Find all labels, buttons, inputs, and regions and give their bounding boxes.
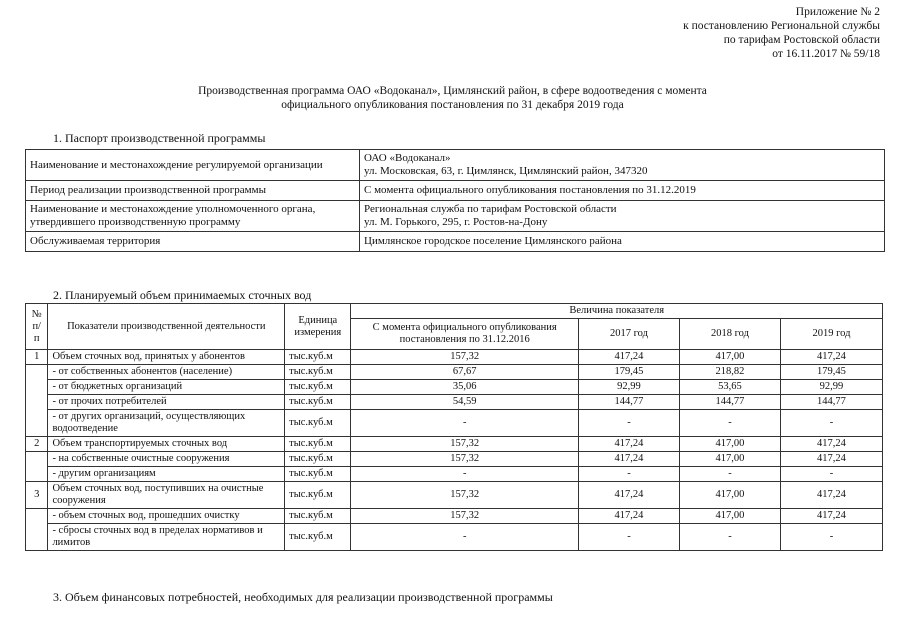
row-value-2018: - xyxy=(679,467,780,482)
row-indicator: - объем сточных вод, прошедших очистку xyxy=(48,509,285,524)
row-value-period0: 54,59 xyxy=(351,395,579,410)
row-value-period0: 157,32 xyxy=(351,350,579,365)
row-value-period0: 157,32 xyxy=(351,437,579,452)
row-unit: тыс.куб.м xyxy=(285,509,351,524)
row-value-2019: 417,24 xyxy=(780,452,882,467)
passport-table xyxy=(25,149,885,252)
row-value-2018: 218,82 xyxy=(679,365,780,380)
passport-value-line: ул. М. Горького, 295, г. Ростов-на-Дону xyxy=(364,216,548,228)
passport-label: Период реализации производственной программы xyxy=(26,181,360,201)
row-value-2019: - xyxy=(780,410,882,437)
title-line-2: официального опубликования постановления по 31 декабря 2019 года xyxy=(281,99,624,111)
passport-row xyxy=(26,201,885,232)
row-value-period0: 157,32 xyxy=(351,452,579,467)
row-indicator: - от собственных абонентов (население) xyxy=(48,365,285,380)
row-value-2018: 417,00 xyxy=(679,452,780,467)
table-row xyxy=(26,350,883,365)
header-period0: С момента официального опубликования постановления по 31.12.2016 xyxy=(351,319,579,350)
header-2017: 2017 год xyxy=(578,319,679,350)
table-row xyxy=(26,524,883,551)
appendix-line: от 16.11.2017 № 59/18 xyxy=(772,48,880,60)
row-number: 1 xyxy=(26,350,48,365)
row-value-2018: - xyxy=(679,524,780,551)
table-row xyxy=(26,365,883,380)
volume-table xyxy=(25,303,883,551)
row-value-2018: 144,77 xyxy=(679,395,780,410)
row-value-2017: 417,24 xyxy=(578,437,679,452)
row-value-2018: 417,00 xyxy=(679,482,780,509)
row-number-empty xyxy=(26,452,48,482)
row-indicator: - сбросы сточных вод в пределах нормативов и лимитов xyxy=(48,524,285,551)
row-value-period0: 157,32 xyxy=(351,482,579,509)
title-line-1: Производственная программа ОАО «Водоканал», Цимлянский район, в сфере водоотведения с момента xyxy=(198,85,707,97)
row-number: 3 xyxy=(26,482,48,509)
row-value-2018: - xyxy=(679,410,780,437)
row-value-2017: 92,99 xyxy=(578,380,679,395)
row-indicator: - другим организациям xyxy=(48,467,285,482)
row-value-2018: 417,00 xyxy=(679,509,780,524)
row-value-2019: 417,24 xyxy=(780,482,882,509)
row-value-period0: - xyxy=(351,410,579,437)
row-value-2019: - xyxy=(780,467,882,482)
row-value-period0: 35,06 xyxy=(351,380,579,395)
table-row xyxy=(26,509,883,524)
row-indicator: - от других организаций, осуществляющих водоотведение xyxy=(48,410,285,437)
row-value-2019: 92,99 xyxy=(780,380,882,395)
row-value-2017: 144,77 xyxy=(578,395,679,410)
row-unit: тыс.куб.м xyxy=(285,350,351,365)
appendix-block xyxy=(683,5,880,61)
row-unit: тыс.куб.м xyxy=(285,452,351,467)
table-row xyxy=(26,395,883,410)
row-number: 2 xyxy=(26,437,48,452)
row-value-2018: 417,00 xyxy=(679,437,780,452)
row-value-2017: - xyxy=(578,524,679,551)
passport-value-line: Региональная служба по тарифам Ростовской области xyxy=(364,203,617,215)
passport-value xyxy=(360,150,885,181)
row-value-2017: 417,24 xyxy=(578,482,679,509)
row-unit: тыс.куб.м xyxy=(285,482,351,509)
table-row xyxy=(26,467,883,482)
row-value-period0: - xyxy=(351,524,579,551)
row-value-2018: 417,00 xyxy=(679,350,780,365)
row-value-2017: 417,24 xyxy=(578,509,679,524)
appendix-line: к постановлению Региональной службы xyxy=(683,20,880,32)
header-2019: 2019 год xyxy=(780,319,882,350)
header-2018: 2018 год xyxy=(679,319,780,350)
row-value-2019: - xyxy=(780,524,882,551)
row-value-2017: 417,24 xyxy=(578,452,679,467)
row-number-empty xyxy=(26,509,48,551)
row-value-period0: - xyxy=(351,467,579,482)
passport-row xyxy=(26,232,885,252)
row-value-2019: 417,24 xyxy=(780,350,882,365)
passport-value-line: ул. Московская, 63, г. Цимлянск, Цимлянский район, 347320 xyxy=(364,165,648,177)
row-value-2017: 179,45 xyxy=(578,365,679,380)
row-value-2018: 53,65 xyxy=(679,380,780,395)
row-indicator: Объем сточных вод, принятых у абонентов xyxy=(48,350,285,365)
row-value-2019: 144,77 xyxy=(780,395,882,410)
section-3-heading: 3. Объем финансовых потребностей, необходимых для реализации производственной программы xyxy=(53,590,553,604)
table-row xyxy=(26,452,883,467)
table-row xyxy=(26,482,883,509)
table-row xyxy=(26,410,883,437)
appendix-line: по тарифам Ростовской области xyxy=(723,34,880,46)
header-indicator: Показатели производственной деятельности xyxy=(48,304,285,350)
passport-value: С момента официального опубликования постановления по 31.12.2019 xyxy=(360,181,885,201)
row-number-empty xyxy=(26,365,48,437)
appendix-line: Приложение № 2 xyxy=(795,6,880,18)
row-unit: тыс.куб.м xyxy=(285,365,351,380)
row-indicator: Объем сточных вод, поступивших на очистные сооружения xyxy=(48,482,285,509)
section-1-heading: 1. Паспорт производственной программы xyxy=(53,131,266,145)
passport-value-line: ОАО «Водоканал» xyxy=(364,152,451,164)
passport-label: Обслуживаемая территория xyxy=(26,232,360,252)
section-2-heading: 2. Планируемый объем принимаемых сточных вод xyxy=(53,288,312,302)
row-indicator: - от прочих потребителей xyxy=(48,395,285,410)
row-unit: тыс.куб.м xyxy=(285,467,351,482)
header-row xyxy=(26,304,883,319)
row-indicator: - от бюджетных организаций xyxy=(48,380,285,395)
row-value-2019: 417,24 xyxy=(780,437,882,452)
row-unit: тыс.куб.м xyxy=(285,437,351,452)
header-value-group: Величина показателя xyxy=(351,304,883,319)
passport-value xyxy=(360,201,885,232)
row-value-2019: 179,45 xyxy=(780,365,882,380)
row-value-2017: - xyxy=(578,410,679,437)
passport-label: Наименование и местонахождение уполномоченного органа, утвердившего производственную программу xyxy=(26,201,360,232)
row-value-period0: 67,67 xyxy=(351,365,579,380)
header-num: № п/п xyxy=(26,304,48,350)
row-unit: тыс.куб.м xyxy=(285,380,351,395)
document-title xyxy=(0,84,905,112)
row-value-2019: 417,24 xyxy=(780,509,882,524)
row-indicator: Объем транспортируемых сточных вод xyxy=(48,437,285,452)
passport-value: Цимлянское городское поселение Цимлянского района xyxy=(360,232,885,252)
row-value-2017: - xyxy=(578,467,679,482)
table-row xyxy=(26,437,883,452)
table-row xyxy=(26,380,883,395)
header-unit: Единица измерения xyxy=(285,304,351,350)
row-unit: тыс.куб.м xyxy=(285,395,351,410)
passport-label: Наименование и местонахождение регулируемой организации xyxy=(26,150,360,181)
row-value-period0: 157,32 xyxy=(351,509,579,524)
passport-row xyxy=(26,150,885,181)
passport-row xyxy=(26,181,885,201)
row-unit: тыс.куб.м xyxy=(285,410,351,437)
row-unit: тыс.куб.м xyxy=(285,524,351,551)
row-value-2017: 417,24 xyxy=(578,350,679,365)
row-indicator: - на собственные очистные сооружения xyxy=(48,452,285,467)
